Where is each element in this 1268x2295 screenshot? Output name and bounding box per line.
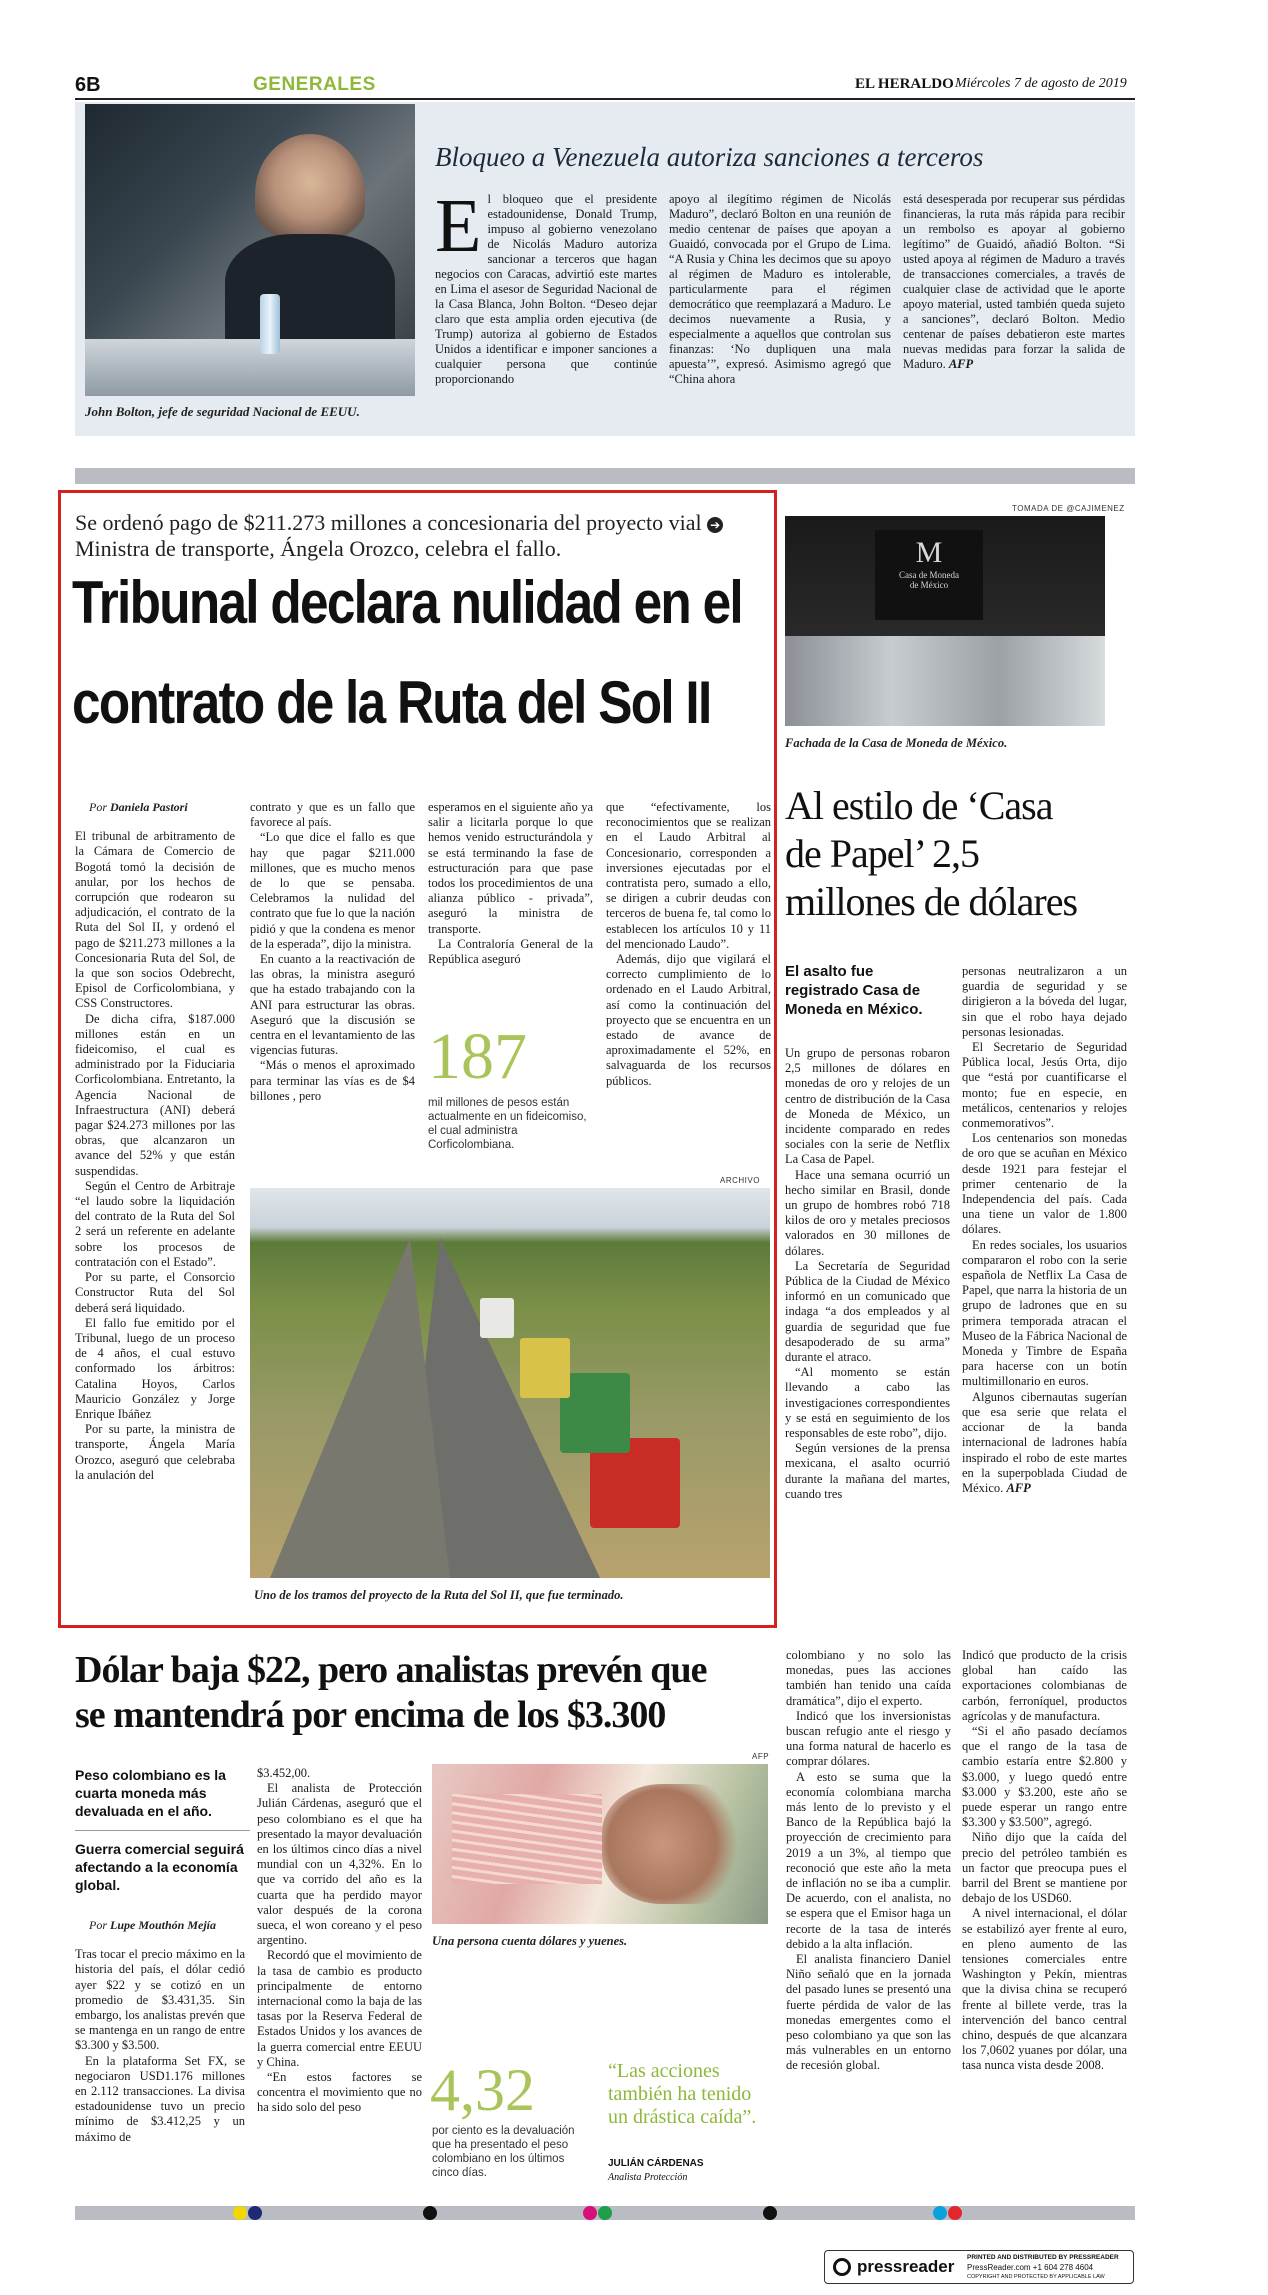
top-story-box: [75, 102, 1135, 436]
bolton-photo: [85, 104, 415, 396]
side-col-1: Un grupo de personas robaron 2,5 millones de dólares en monedas de oro y relojes de un centro de distribución de la Casa de Moneda de México, un incidente comparado en redes sociales con la serie de Netflix La Casa de Papel. Hace una semana ocurrió un hecho similar en Brasil, donde un grupo de hombres robó 718 kilos de oro y metales preciosos valorados en 30 millones de dólares. La Secretaría de Seguridad Pública de la Ciudad de México informó en un comunicado que indaga “a dos empleados y al guardia de seguridad que fue desapoderado de su arma” durante el atraco. “Al momento se están llevando a cabo las investigaciones correspondientes y se está en seguimiento de los responsables de este robo”, dijo. Según versiones de la prensa mexicana, el asalto ocurrió durante la mañana del martes, cuando tres: [785, 1046, 950, 1501]
building-sign-line-2: de México: [909, 580, 949, 590]
drop-cap: E: [435, 184, 482, 268]
dollar-deck-2: Guerra comercial seguirá afectando a la economía global.: [75, 1841, 244, 1893]
pressreader-line-1: PRINTED AND DISTRIBUTED BY PRESSREADER: [967, 2254, 1119, 2261]
page-date: Miércoles 7 de agosto de 2019: [955, 76, 1127, 91]
reg-dot-yellow: [233, 2206, 247, 2220]
dollar-col-3: colombiano y no solo las monedas, pues las acciones también han tenido una caída dramática”, dijo el experto. Indicó que los inversionistas buscan refugio ante el riesgo y una forma natural de hacerlo es comprar dólares. A esto se suma que la economía colombiana marcha más lento de lo previsto y el Banco de la República bajó la proyección de crecimiento para 2019 a un 3%, al tiempo que reconoció que este año la meta de inflación no se iba a cumplir. De acuerdo, con el analista, no se espera que el Emisor haga un recorte de la tasa de interés debido a la alta inflación. El analista financiero Daniel Niño señaló que en la jornada del pasado lunes se presentó una fuerte pérdida de valor de las monedas emergentes como el peso colombiano ya que son las más vulnerables en un entorno de recesión global.: [786, 1648, 951, 2073]
section-rule: [75, 468, 1135, 484]
bolton-suit: [225, 234, 395, 354]
building-sign: [875, 530, 983, 620]
top-story-col-2: apoyo al ilegítimo régimen de Nicolás Maduro”, declaró Bolton en una reunión de medio centenar de países que apoyan a Guaidó, convocada por el Grupo de Lima. “A Rusia y China les decimos que su apoyo al régimen de Maduro es intolerable, particularmente para el régimen democrático que reemplazará a Maduro. Le decimos nuevamente a Rusia, y especialmente a aquellos que controlan sus finanzas: ‘No dupliquen una mala apuesta’”, expresó. Asimismo agregó que “China ahora: [669, 192, 891, 386]
side-photo-credit: TOMADA DE @CAJIMENEZ: [1012, 504, 1125, 513]
water-bottle: [260, 294, 280, 354]
pressreader-badge: [824, 2250, 1134, 2284]
pressreader-line-2: PressReader.com +1 604 278 4604: [967, 2263, 1094, 2272]
truck-yellow: [520, 1338, 570, 1398]
road-photo: [250, 1188, 770, 1578]
casa-moneda-photo: [785, 516, 1105, 726]
reg-dot-black-2: [763, 2206, 777, 2220]
counting-hands: [602, 1784, 752, 1904]
main-col-1: Por Daniela Pastori El tribunal de arbitramento de la Cámara de Comercio de Bogotá tomó la decisión de anular, por los hechos de corrupción que rodearon su adjudicación, el contrato de la Ruta del Sol II, y ordenó el pago de $211.273 millones a la Concesionaria Ruta del Sol, de la que son socios Odebrecht, Episol de Corficolombiana, y CSS Constructores. De dicha cifra, $187.000 millones están en un fideicomiso, el cual es administrado por la Fiduciaria Corficolombiana. Entretanto, la Agencia Nacional de Infraestructura (ANI) deberá pagar $24.273 millones por las obras, que alcanzaron un avance del 52% y que están suspendidas. Según el Centro de Arbitraje “el laudo sobre la liquidación del contrato de la Ruta del Sol 2 será un referente en adelante sobre los procesos de contratación con el Estado”. Por su parte, el Consorcio Constructor Ruta del Sol deberá será liquidado. El fallo fue emitido por el Tribunal, luego de un proceso de 4 años, el cual estuvo conformado los árbitros: Catalina Hoyos, Carlos Mauricio González y Jorge Enrique Ibáñez Por su parte, la ministra de transporte, Ángela María Orozco, aseguró que celebraba la anulación del: [75, 800, 235, 1482]
dollar-quote: “Las acciones también ha tenido un drástica caída”.: [608, 2060, 757, 2128]
truck-green: [560, 1373, 630, 1453]
top-story-col-1: El bloqueo que el presidente estadounidense, Donald Trump, impuso al gobierno venezolano de Nicolás Maduro autoriza sancionar a terceros que hagan negocios con Caracas, advirtió este martes en Lima el asesor de Seguridad Nacional de la Casa Blanca, John Bolton. “Deseo dejar claro que esta amplia orden ejecutiva (de Trump) autoriza al gobierno de Estados Unidos a identificar e imponer sanciones a cualquier persona que continúe proporcionando: [435, 184, 657, 386]
dollar-deck-1: Peso colombiano es la cuarta moneda más devaluada en el año.: [75, 1767, 226, 1819]
dollar-col-4: Indicó que producto de la crisis global han caído las exportaciones colombianas de carbón, ferroníquel, productos agrícolas y de manufactura. “Si el año pasado decíamos que el rango de la tasa de cambio estaría entre $2.800 y $3.000, y luego quedó entre $3.000 y $3.200, este año se puede esperar un rango entre $3.300 y $3.500”, agregó. Niño dijo que la caída del precio del petróleo también es un factor que preocupa pues el barril del Brent se mantiene por debajo de los USD60. A nivel internacional, el dólar se estabilizó ayer frente al euro, en pleno aumento de las tensiones comerciales entre Washington y Pekín, mientras que la divisa china se recuperó frente al billete verde, tras la intervención del banco central chino, después de que alcanzara los 7,0602 yuanes por dólar, una tasa nunca vista desde 2008.: [962, 1648, 1127, 2073]
pressreader-brand: pressreader: [857, 2257, 955, 2276]
pressreader-line-3: COPYRIGHT AND PROTECTED BY APPLICABLE LAW: [967, 2274, 1105, 2280]
paper-name: EL HERALDO: [855, 76, 954, 92]
dollar-stat-text: por ciento es la devaluación que ha presentado el peso colombiano en los últimos cinco días.: [432, 2125, 575, 2179]
dollar-headline: Dólar baja $22, pero analistas prevén que se mantendrá por encima de los $3.300: [75, 1649, 707, 1736]
registration-bar: [75, 2206, 1135, 2220]
mint-logo-icon: M: [915, 536, 943, 569]
reg-dot-green: [598, 2206, 612, 2220]
reg-dot-black: [423, 2206, 437, 2220]
main-headline-line-2: contrato de la Ruta del Sol II: [72, 669, 711, 736]
page-header: [75, 70, 1135, 100]
side-headline: Al estilo de ‘Casa de Papel’ 2,5 millones de dólares: [785, 783, 1078, 924]
desk: [85, 339, 415, 396]
dollar-byline: Por Lupe Mouthón Mejía: [89, 1918, 217, 1932]
bolton-photo-caption: John Bolton, jefe de seguridad Nacional de EEUU.: [85, 404, 360, 419]
dollar-quote-name: JULIÁN CÁRDENAS: [608, 2158, 704, 2169]
money-photo-caption: Una persona cuenta dólares y yuenes.: [432, 1934, 628, 1948]
side-deck: El asalto fue registrado Casa de Moneda en México.: [785, 963, 923, 1018]
section-name: GENERALES: [253, 74, 376, 95]
reg-dot-red: [948, 2206, 962, 2220]
main-col-2: contrato y que es un fallo que favorece al país. “Lo que dice el fallo es que hay que pagar $211.000 millones, que es mucho menos de lo que se pensaba. Celebramos la nulidad del contrato que fue lo que la nación pidió y que la condena es menor de la esperada”, dijo la ministra. En cuanto a la reactivación de las obras, la ministra aseguró que ha estado trabajando con la ANI para estructurar las obras. Aseguró que la discusión se centra en el levantamiento de las vigencias futuras. “Más o menos el aproximado para terminar las vías es de $4 billones , pero: [250, 800, 415, 1103]
main-col-3: esperamos en el siguiente año ya salir a licitarla porque lo que hemos venido estructurándola y se está terminando la fase de estructuración para que pase todos los procedimientos de una alianza público - privada”, aseguró la ministra de transporte. La Contraloría General de la República aseguró: [428, 800, 593, 967]
top-story-title: Bloqueo a Venezuela autoriza sanciones a terceros: [435, 142, 984, 172]
road-surface-left: [270, 1238, 450, 1578]
building-sign-line-1: Casa de Moneda: [899, 570, 959, 580]
page-number: 6B: [75, 74, 101, 96]
dollar-quote-role: Analista Protección: [608, 2172, 688, 2183]
casa-moneda-caption: Fachada de la Casa de Moneda de México.: [785, 736, 1008, 750]
banknote-stack: [452, 1794, 602, 1884]
dollar-col-1: Por Lupe Mouthón Mejía Tras tocar el precio máximo en la historia del país, el dólar cedió ayer $22 y se cotizó en un promedio de $3.431,35. Sin embargo, los analistas prevén que se mantenga en un rango de entre $3.300 y $3.500. En la plataforma Set FX, se negociaron USD1.176 millones en 2.112 transacciones. La divisa estadounidense tuvo un precio mínimo de $3.412,25 y un máximo de: [75, 1918, 245, 2144]
road-photo-caption: Uno de los tramos del proyecto de la Ruta del Sol II, que fue terminado.: [254, 1588, 624, 1602]
arrow-icon: ➔: [707, 517, 723, 533]
main-byline: Por Daniela Pastori: [89, 800, 188, 814]
reg-dot-cyan: [933, 2206, 947, 2220]
main-kicker: Se ordenó pago de $211.273 millones a concesionaria del proyecto vial ➔ Ministra de transporte, Ángela Orozco, celebra el fallo.: [75, 510, 765, 562]
main-col-4: que “efectivamente, los reconocimientos que se realizan en el Laudo Arbitral al Concesionario, corresponden a inversiones ejecutadas por el contratista pero, sumado a ello, se dirigen a cubrir deudas con terceros de buena fe, tal como lo establecen los artículos 10 y 11 del mencionado Laudo”. Además, dijo que vigilará el correcto cumplimiento de lo ordenado en el Laudo Arbitral, así como la continuación del proyecto que se encuentra en un estado de avance de aproximadamente el 52%, en salvaguarda de los recursos públicos.: [606, 800, 771, 1088]
pressreader-logo-icon: [833, 2258, 851, 2276]
main-stat-text: mil millones de pesos están actualmente en un fideicomiso, el cual administra Corficolombiana.: [428, 1097, 587, 1151]
dollar-deck-rule: [75, 1830, 250, 1831]
dollar-col-2: $3.452,00. El analista de Protección Julián Cárdenas, aseguró que el peso colombiano es el que ha presentado la mayor devaluación en los últimos cinco días a nivel mundial con un 4,32%. En lo que va corrido del año es la cuarta que ha perdido mayor valor después de la corona sueca, el won coreano y el peso argentino. Recordó que el movimiento de la tasa de cambio es producto principalmente de entorno internacional como la baja de las tasas por la Reserva Federal de Estados Unidos y los avances de la guerra comercial entre EEUU y China. “En estos factores se concentra el movimiento que no ha sido solo del peso: [257, 1766, 422, 2115]
glass-entrance: [785, 636, 1105, 726]
money-photo: [432, 1764, 768, 1924]
road-photo-credit: ARCHIVO: [720, 1176, 760, 1185]
truck-white: [480, 1298, 514, 1338]
main-stat-value: 187: [428, 1020, 527, 1093]
top-story-col-3: está desesperada por recuperar sus pérdidas financieras, la ruta más rápida para recibir un rembolso es apoyar al gobierno legítimo” de Guaidó, añadió Bolton. “Si usted apoya al régimen de Maduro a través de transacciones comerciales, a través de cualquier clase de actividad que le aporte apoyo material, usted también queda sujeto a sanciones”, declaró Bolton. Medio centenar de países debatieron este martes nuevas medidas para forzar la salida de Maduro. AFP: [903, 192, 1125, 371]
reg-dot-navy: [248, 2206, 262, 2220]
money-photo-credit: AFP: [752, 1752, 770, 1761]
dollar-stat-value: 4,32: [430, 2057, 535, 2123]
main-headline-line-1: Tribunal declara nulidad en el: [72, 569, 742, 636]
reg-dot-magenta: [583, 2206, 597, 2220]
side-col-2: personas neutralizaron a un guardia de seguridad y se dirigieron a la bóveda del lugar, sin que el robo haya dejado personas lesionadas. El Secretario de Seguridad Pública local, Jesús Orta, dijo que “está por cuantificarse el monto; fue en especie, en metálicos, centenarios y relojes conmemorativos”. Los centenarios son monedas de oro que se acuñan en México desde 1921 para festejar el primer centenario de la Independencia del país. Cada una tiene un valor de 1.800 dólares. En redes sociales, los usuarios compararon el robo con la serie española de Netflix La Casa de Papel, que narra la historia de un grupo de ladrones que en su primera temporada atracan el Museo de la Fábrica Nacional de Moneda y Timbre de España para hacerse con un botín multimillonario en euros. Algunos cibernautas sugerían que esa serie que relata el accionar de la banda internacional de ladrones había inspirado el robo de este martes en la superpoblada Ciudad de México. AFP: [962, 964, 1127, 1495]
